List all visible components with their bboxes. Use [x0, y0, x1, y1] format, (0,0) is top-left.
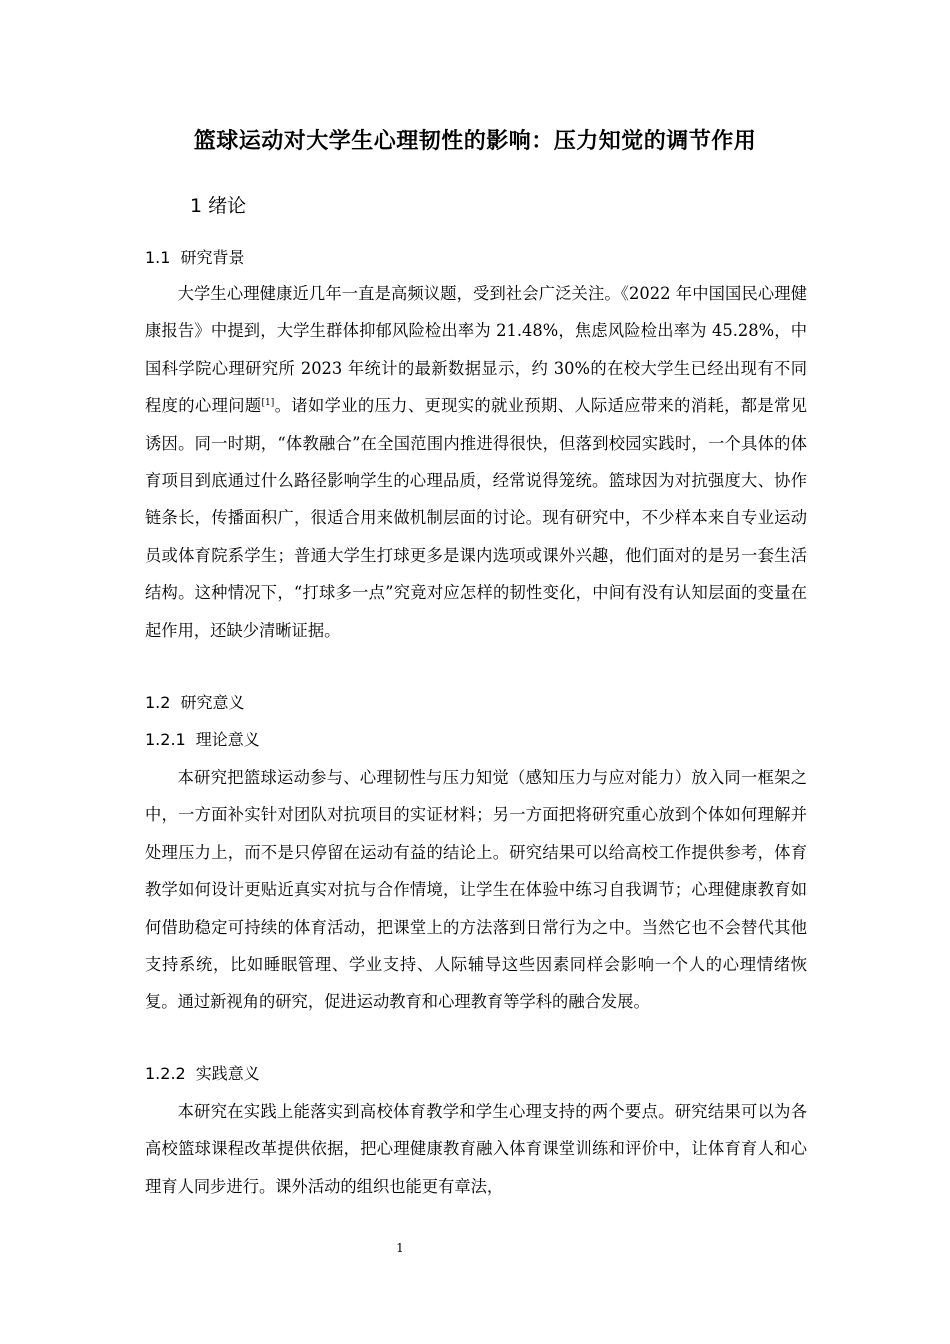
page-number: 1	[396, 1241, 404, 1255]
subsection-title: 理论意义	[195, 730, 260, 749]
subsection-title: 实践意义	[195, 1064, 260, 1083]
subsection-heading-practice	[145, 1061, 260, 1087]
document-title: 篮球运动对大学生心理韧性的影响：压力知觉的调节作用	[193, 129, 757, 154]
theory-paragraph: 本研究把篮球运动参与、心理韧性与压力知觉（感知压力与应对能力）放入同一框架之中，一方面补实针对团队对抗项目的实证材料；另一方面把将研究重心放到个体如何理解并处理压力上，而不是只停留在运动有益的结论上。研究结果可以给高校工作提供参考，体育教学如何设计更贴近真实对抗与合作情境，让学生在体验中练习自我调节；心理健康教育如何借助稳定可持续的体育活动，把课堂上的方法落到日常行为之中。当然它也不会替代其他支持系统，比如睡眠管理、学业支持、人际辅导这些因素同样会影响一个人的心理情绪恢复。通过新视角的研究，促进运动教育和心理教育等学科的融合发展。	[145, 768, 807, 1012]
section-title: 研究背景	[180, 248, 245, 267]
background-text-part-1: 大学生心理健康近几年一直是高频议题，受到社会广泛关注。《2022 年中国国民心理健康报告》中提到，大学生群体抑郁风险检出率为 21.48%，焦虑风险检出率为 45.28%，中国科学院心理研究所 2023 年统计的最新数据显示，约 30%的在校大学生已经出现有不同程度的心理问题	[145, 284, 807, 416]
citation-reference[interactable]: [1]	[261, 398, 275, 409]
section-title: 研究意义	[180, 693, 245, 712]
section-heading-significance	[145, 690, 244, 716]
section-number: 1.1	[145, 248, 171, 267]
background-text-part-2: 。诸如学业的压力、更现实的就业预期、人际适应带来的消耗，都是常见诱因。同一时期，“体教融合”在全国范围内推进得很快，但落到校园实践时，一个具体的体育项目到底通过什么路径影响学生的心理品质，经常说得笼统。篮球因为对抗强度大、协作链条长，传播面积广，很适合用来做机制层面的讨论。现有研究中，不少样本来自专业运动员或体育院系学生；普通大学生打球更多是课内选项或课外兴趣，他们面对的是另一套生活结构。这种情况下，“打球多一点”究竟对应怎样的韧性变化，中间有没有认知层面的变量在起作用，还缺少清晰证据。	[145, 396, 807, 640]
chapter-heading: 1 绪论	[190, 195, 247, 217]
section-number: 1.2	[145, 693, 171, 712]
section-heading-background	[145, 245, 244, 271]
background-paragraph	[145, 275, 807, 649]
subsection-heading-theory	[145, 727, 260, 753]
subsection-number: 1.2.1	[145, 730, 186, 749]
practice-paragraph: 本研究在实践上能落实到高校体育教学和学生心理支持的两个要点。研究结果可以为各高校篮球课程改革提供依据，把心理健康教育融入体育课堂训练和评价中，让体育育人和心理育人同步进行。课外活动的组织也能更有章法，	[145, 1102, 807, 1196]
subsection-number: 1.2.2	[145, 1064, 186, 1083]
